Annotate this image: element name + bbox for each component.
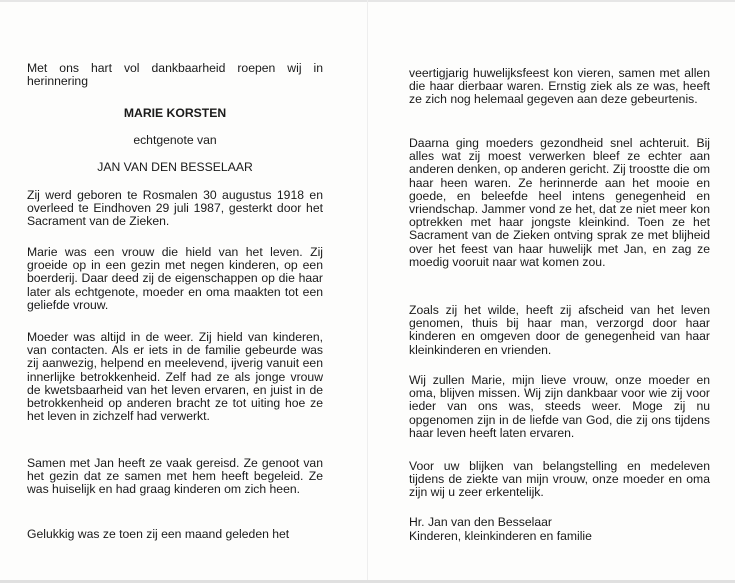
relation-text: echtgenote van bbox=[133, 133, 217, 147]
paragraph-thanks: Voor uw blijken van belangstelling en medeleven tijdens de ziekte van mijn vrouw, onze moeder en oma zijn wij u zeer erkentelijk. bbox=[409, 459, 710, 500]
deceased-name: MARIE KORSTEN bbox=[123, 106, 227, 120]
card-fold-line bbox=[367, 0, 368, 583]
paragraph-health: Daarna ging moeders gezondheid snel achteruit. Bij alles wat zij moest verwerken bleef ze echter aan anderen denken, op anderen gericht. Zij troostte die om haar heen waren. Ze herinnerde aan het mooie en goede, en beleefde heel intens genegenheid en vriendschap. Jammer vond ze het, dat ze niet meer kon optrekken met haar jongste kleinkind. Toen ze het Sacrament van de Zieken ontving sprak ze met blijheid over het feest van haar huwelijk met Jan, en zag ze moedig vooruit naar wat komen zou. bbox=[409, 136, 710, 269]
spouse-name: JAN VAN DEN BESSELAAR bbox=[97, 160, 253, 174]
paragraph-birth-death: Zij werd geboren te Rosmalen 30 augustus 1918 en overleed te Eindhoven 29 juli 1987, gesterkt door het Sacrament van de Zieken. bbox=[27, 188, 323, 229]
paragraph-anniversary: veertigjarig huwelijksfeest kon vieren, samen met allen die haar dierbaar waren. Ernstig ziek als ze was, heeft ze zich nog helemaal gegeven aan deze gebeurtenis. bbox=[409, 66, 710, 107]
paragraph-travel: Samen met Jan heeft ze vaak gereisd. Ze genoot van het gezin dat ze samen met hem heeft begeleid. Ze was huiselijk en had graag kinderen om zich heen. bbox=[27, 456, 323, 497]
paragraph-life: Marie was een vrouw die hield van het leven. Zij groeide op in een gezin met negen kinderen, op een boerderij. Daar deed zij de eigenschappen op die haar later als echtgenote, moeder en oma maakten tot een geliefde vrouw. bbox=[27, 245, 323, 312]
signature-name: Hr. Jan van den Besselaar bbox=[409, 515, 552, 529]
paragraph-mother: Moeder was altijd in de weer. Zij hield van kinderen, van contacten. Als er iets in de familie gebeurde was zij aanwezig, helpend en meelevend, ijverig vanuit een innerlijke betrokkenheid. Zelf had ze als jonge vrouw de kwetsbaarheid van het leven ervaren, en juist in de betrokkenheid op anderen bracht ze tot uiting hoe ze het leven in zichzelf had verwerkt. bbox=[27, 330, 323, 424]
intro-text: Met ons hart vol dankbaarheid roepen wij in herinnering bbox=[27, 61, 323, 89]
paragraph-continued: Gelukkig was ze toen zij een maand geleden het bbox=[27, 527, 290, 541]
paragraph-missing: Wij zullen Marie, mijn lieve vrouw, onze moeder en oma, blijven missen. Wij zijn dankbaar voor wie zij voor ieder van ons was, steeds weer. Moge zij nu opgenomen zijn in de liefde van God, die zij ons tijdens haar leven heeft laten ervaren. bbox=[409, 373, 710, 440]
signature-family: Kinderen, kleinkinderen en familie bbox=[409, 529, 592, 543]
paragraph-farewell: Zoals zij het wilde, heeft zij afscheid van het leven genomen, thuis bij haar man, verzorgd door haar kinderen en omgeven door de genegenheid van haar kleinkinderen en vrienden. bbox=[409, 303, 710, 357]
